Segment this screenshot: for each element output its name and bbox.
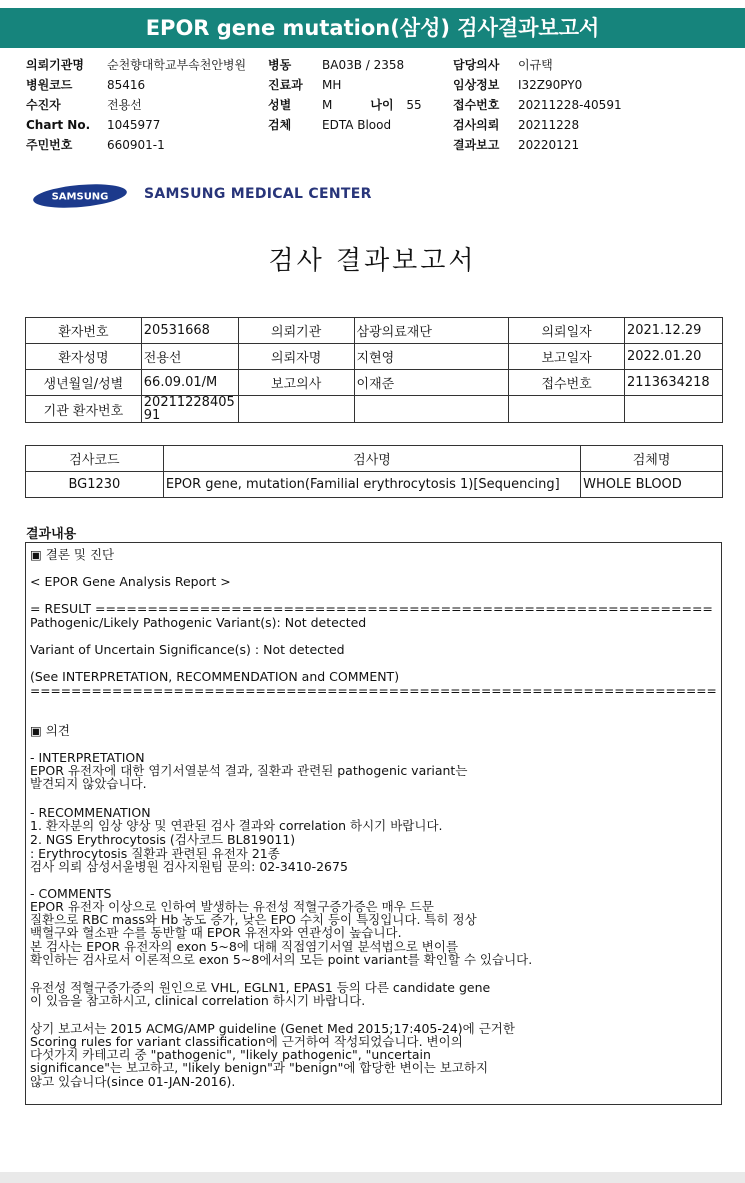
meta-value: 전용선 bbox=[107, 98, 142, 112]
bottom-strip bbox=[0, 1172, 745, 1183]
table-cell: 보고의사 bbox=[238, 370, 354, 396]
table-cell: 지현영 bbox=[354, 344, 509, 370]
table-cell: 2022.01.20 bbox=[624, 344, 722, 370]
result-line: 이 있음을 참고하시고, clinical correlation 하시기 바랍니다. bbox=[30, 993, 366, 1008]
report-header-title: EPOR gene mutation(삼성) 검사결과보고서 bbox=[0, 8, 745, 48]
result-line: - COMMENTS bbox=[30, 886, 112, 901]
result-line: =================================================================== bbox=[30, 683, 717, 698]
table-cell bbox=[509, 396, 625, 423]
table-cell: 20531668 bbox=[141, 318, 238, 344]
result-line: 검사 의뢰 삼성서울병원 검사지원팀 문의: 02-3410-2675 bbox=[30, 859, 348, 874]
table-cell: 환자성명 bbox=[26, 344, 142, 370]
meta-value: 660901-1 bbox=[107, 138, 165, 152]
table-cell bbox=[141, 396, 238, 423]
results-box bbox=[25, 542, 722, 1105]
meta-column-3 bbox=[453, 55, 622, 155]
meta-row bbox=[26, 95, 246, 115]
table-cell: 의뢰일자 bbox=[509, 318, 625, 344]
age-value: 55 bbox=[406, 98, 422, 112]
meta-row bbox=[453, 75, 622, 95]
logo-text: SAMSUNG bbox=[51, 191, 109, 203]
meta-row bbox=[26, 75, 246, 95]
result-line: EPOR 유전자에 대한 염기서열분석 결과, 질환과 관련된 pathogenic variant는 bbox=[30, 763, 468, 778]
meta-row bbox=[26, 115, 246, 135]
meta-value: MH bbox=[322, 78, 342, 92]
report-title: 검사 결과보고서 bbox=[268, 246, 477, 276]
table-cell: 생년월일/성별 bbox=[26, 370, 142, 396]
table-header-cell: 검체명 bbox=[581, 446, 723, 472]
table-row bbox=[26, 396, 723, 423]
meta-label: 수진자 bbox=[26, 98, 61, 112]
table-header-cell: 검사명 bbox=[163, 446, 580, 472]
result-line: 2. NGS Erythrocytosis (검사코드 BL819011) bbox=[30, 832, 296, 847]
meta-label: 주민번호 bbox=[26, 138, 73, 152]
meta-row bbox=[268, 95, 422, 115]
meta-row bbox=[453, 135, 622, 155]
result-line: < EPOR Gene Analysis Report > bbox=[30, 574, 231, 589]
result-line: 상기 보고서는 2015 ACMG/AMP guideline (Genet Med 2015;17:405-24)에 근거한 bbox=[30, 1021, 515, 1036]
samsung-logo bbox=[32, 183, 128, 209]
meta-label: 병원코드 bbox=[26, 78, 73, 92]
meta-row bbox=[26, 135, 246, 155]
table-row bbox=[26, 472, 723, 498]
table-cell bbox=[354, 396, 509, 423]
table-header-row bbox=[26, 446, 723, 472]
table-header-cell: 검사코드 bbox=[26, 446, 164, 472]
meta-value: I32Z90PY0 bbox=[518, 78, 583, 92]
meta-label: Chart No. bbox=[26, 118, 91, 132]
inst-number-line-2: 91 bbox=[143, 408, 161, 423]
meta-label: 검체 bbox=[268, 118, 292, 132]
test-info-table bbox=[25, 445, 723, 498]
meta-column-2 bbox=[268, 55, 422, 135]
meta-label: 병동 bbox=[268, 58, 292, 72]
meta-value: 20220121 bbox=[518, 138, 580, 152]
table-cell bbox=[238, 396, 354, 423]
result-line: Scoring rules for variant classification에 근거하여 작성되었습니다. 변이의 bbox=[30, 1034, 463, 1049]
meta-value: 20211228 bbox=[518, 118, 580, 132]
table-cell: WHOLE BLOOD bbox=[581, 472, 723, 498]
table-cell: BG1230 bbox=[26, 472, 164, 498]
meta-value: 1045977 bbox=[107, 118, 161, 132]
table-cell: 보고일자 bbox=[509, 344, 625, 370]
result-line: = RESULT =========================================================== bbox=[30, 601, 713, 616]
table-cell: 기관 환자번호 bbox=[26, 396, 142, 423]
result-line: 본 검사는 EPOR 유전자의 exon 5~8에 대해 직접염기서열 분석법으로 변이를 bbox=[30, 939, 459, 954]
patient-info-table bbox=[25, 317, 723, 423]
result-line: 백혈구와 혈소판 수를 동반할 때 EPOR 유전자와 연관성이 높습니다. bbox=[30, 925, 402, 940]
result-line: 발견되지 않았습니다. bbox=[30, 776, 147, 791]
table-row bbox=[26, 370, 723, 396]
meta-label: 성별 bbox=[268, 98, 292, 112]
meta-label: 의뢰기관명 bbox=[26, 58, 84, 72]
result-line: 질환으로 RBC mass와 Hb 농도 증가, 낮은 EPO 수치 등이 특징입니다. 특히 정상 bbox=[30, 912, 477, 927]
meta-row bbox=[453, 115, 622, 135]
meta-value: 85416 bbox=[107, 78, 146, 92]
table-cell: 의뢰자명 bbox=[238, 344, 354, 370]
meta-row bbox=[268, 55, 422, 75]
result-line: - RECOMMENATION bbox=[30, 805, 151, 820]
table-cell: 삼광의료재단 bbox=[354, 318, 509, 344]
meta-value: M bbox=[322, 98, 333, 112]
meta-row bbox=[268, 75, 422, 95]
result-line: ▣ 결론 및 진단 bbox=[30, 547, 115, 562]
result-line: Pathogenic/Likely Pathogenic Variant(s): Not detected bbox=[30, 615, 367, 630]
result-line: : Erythrocytosis 질환과 관련된 유전자 21종 bbox=[30, 846, 280, 861]
meta-value: 20211228-40591 bbox=[518, 98, 622, 112]
meta-row bbox=[453, 55, 622, 75]
table-cell: 2021.12.29 bbox=[624, 318, 722, 344]
meta-column-1 bbox=[26, 55, 246, 155]
result-line: 않고 있습니다(since 01-JAN-2016). bbox=[30, 1074, 236, 1089]
meta-row bbox=[268, 115, 422, 135]
results-section-label: 결과내용 bbox=[26, 527, 77, 542]
table-cell: 접수번호 bbox=[509, 370, 625, 396]
meta-row bbox=[453, 95, 622, 115]
meta-value: 이규택 bbox=[518, 58, 553, 72]
meta-value: EDTA Blood bbox=[322, 118, 392, 132]
inst-number-line-1: 20211228405 bbox=[143, 395, 235, 410]
meta-value: 순천향대학교부속천안병원 bbox=[107, 58, 247, 72]
result-line: Variant of Uncertain Significance(s) : Not detected bbox=[30, 642, 345, 657]
result-line: ▣ 의견 bbox=[30, 723, 70, 738]
table-cell: 66.09.01/M bbox=[141, 370, 238, 396]
result-line: 유전성 적혈구증가증의 원인으로 VHL, EGLN1, EPAS1 등의 다른 candidate gene bbox=[30, 980, 491, 995]
meta-label: 접수번호 bbox=[453, 98, 500, 112]
meta-label: 결과보고 bbox=[453, 138, 500, 152]
table-cell: 전용선 bbox=[141, 344, 238, 370]
table-row bbox=[26, 318, 723, 344]
medical-center-name: SAMSUNG MEDICAL CENTER bbox=[144, 186, 372, 202]
result-line: EPOR 유전자 이상으로 인하여 발생하는 유전성 적혈구증가증은 매우 드문 bbox=[30, 899, 434, 914]
result-line: 다섯가지 카테고리 중 "pathogenic", "likely pathogenic", "uncertain bbox=[30, 1047, 431, 1062]
table-cell: 환자번호 bbox=[26, 318, 142, 344]
result-line: - INTERPRETATION bbox=[30, 750, 145, 765]
meta-row bbox=[26, 55, 246, 75]
meta-label: 담당의사 bbox=[453, 58, 500, 72]
result-line: 1. 환자분의 임상 양상 및 연관된 검사 결과와 correlation 하시기 바랍니다. bbox=[30, 818, 443, 833]
table-row bbox=[26, 344, 723, 370]
result-line: 확인하는 검사로서 이론적으로 exon 5~8에서의 모든 point variant를 확인할 수 있습니다. bbox=[30, 952, 533, 967]
meta-label: 검사의뢰 bbox=[453, 118, 500, 132]
meta-label: 진료과 bbox=[268, 78, 303, 92]
meta-value: BA03B / 2358 bbox=[322, 58, 405, 72]
table-cell: 2113634218 bbox=[624, 370, 722, 396]
result-line: significance"는 보고하고, "likely benign"과 "benign"에 합당한 변이는 보고하지 bbox=[30, 1060, 489, 1075]
table-cell: EPOR gene, mutation(Familial erythrocytosis 1)[Sequencing] bbox=[163, 472, 580, 498]
meta-label: 임상정보 bbox=[453, 78, 500, 92]
table-cell: 이재준 bbox=[354, 370, 509, 396]
table-cell bbox=[624, 396, 722, 423]
age-label: 나이 bbox=[370, 98, 394, 112]
table-cell: 의뢰기관 bbox=[238, 318, 354, 344]
result-line: (See INTERPRETATION, RECOMMENDATION and COMMENT) bbox=[30, 669, 400, 684]
